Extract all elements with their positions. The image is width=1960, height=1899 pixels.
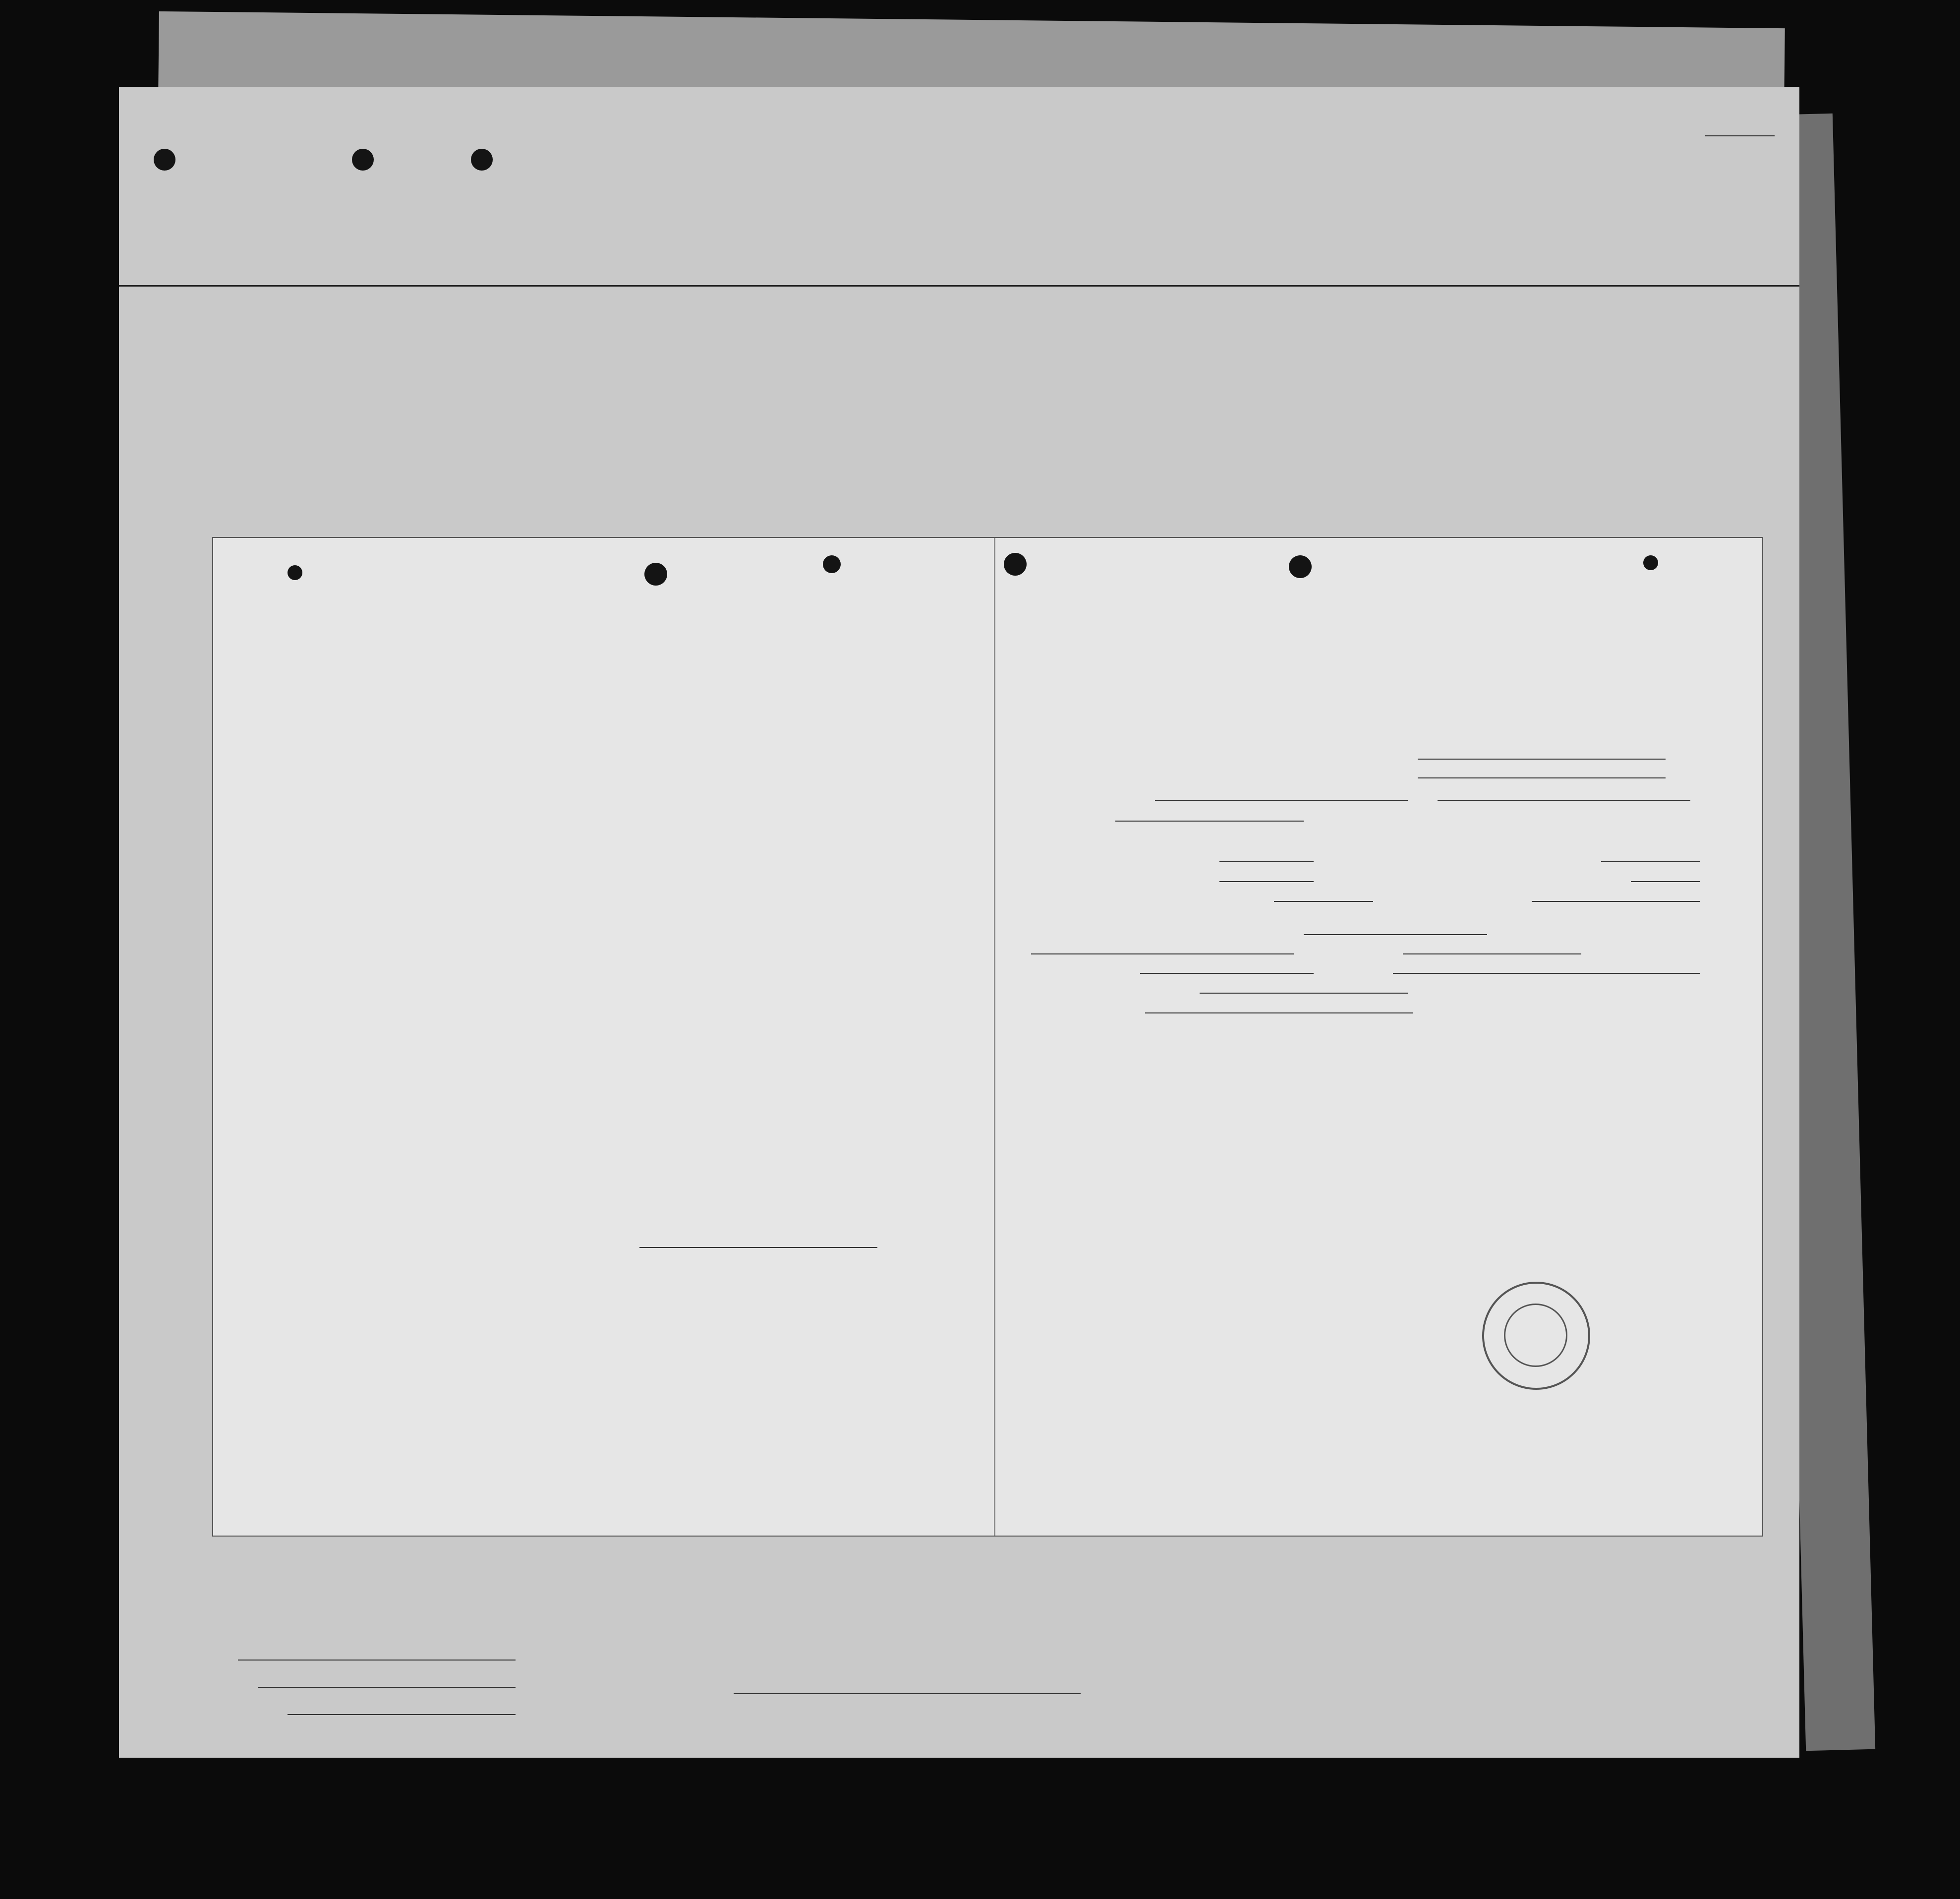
master-sig-rule (639, 1247, 877, 1248)
pier-rule (1403, 953, 1581, 954)
sail-date-rule (1140, 973, 1314, 974)
header-rule (119, 285, 1799, 287)
punch-hole (1643, 555, 1658, 570)
total-date-rule (1532, 901, 1700, 902)
nationality-rule (1155, 800, 1408, 801)
punch-hole (1289, 555, 1312, 578)
destination-rule (1393, 973, 1700, 974)
voyage-rule (1145, 1012, 1413, 1013)
inspector-rule (734, 1693, 1081, 1694)
punch-hole (154, 149, 175, 171)
signed-on-rule (1274, 901, 1373, 902)
statement-sheet (213, 538, 1762, 1536)
owners-rule (258, 1687, 516, 1688)
hospital-rule (1631, 881, 1700, 882)
deserted-rule (1601, 861, 1700, 862)
from-port-rule (1115, 821, 1304, 822)
consignee-rule (1031, 953, 1294, 954)
ink-seal (124, 178, 352, 407)
punch-hole (1004, 553, 1027, 576)
punch-hole (823, 555, 841, 573)
page-fold (994, 538, 995, 1536)
punch-hole (644, 563, 667, 586)
ship-name-rule (1438, 800, 1690, 801)
sheet-no-line (1705, 135, 1775, 136)
line-rule (238, 1660, 516, 1661)
date-rule (1418, 777, 1666, 778)
via-rule (1200, 993, 1408, 994)
received-stamp (1482, 1282, 1590, 1390)
arrived-rule (1304, 934, 1487, 935)
agents-rule (288, 1714, 516, 1715)
discharged-rule (1219, 881, 1314, 882)
punch-hole (288, 565, 302, 580)
punch-hole (352, 149, 374, 171)
punch-hole (471, 149, 493, 171)
total-arrival-rule (1219, 861, 1314, 862)
stamp-inner-ring (1504, 1304, 1567, 1367)
port-of-rule (1418, 759, 1666, 760)
